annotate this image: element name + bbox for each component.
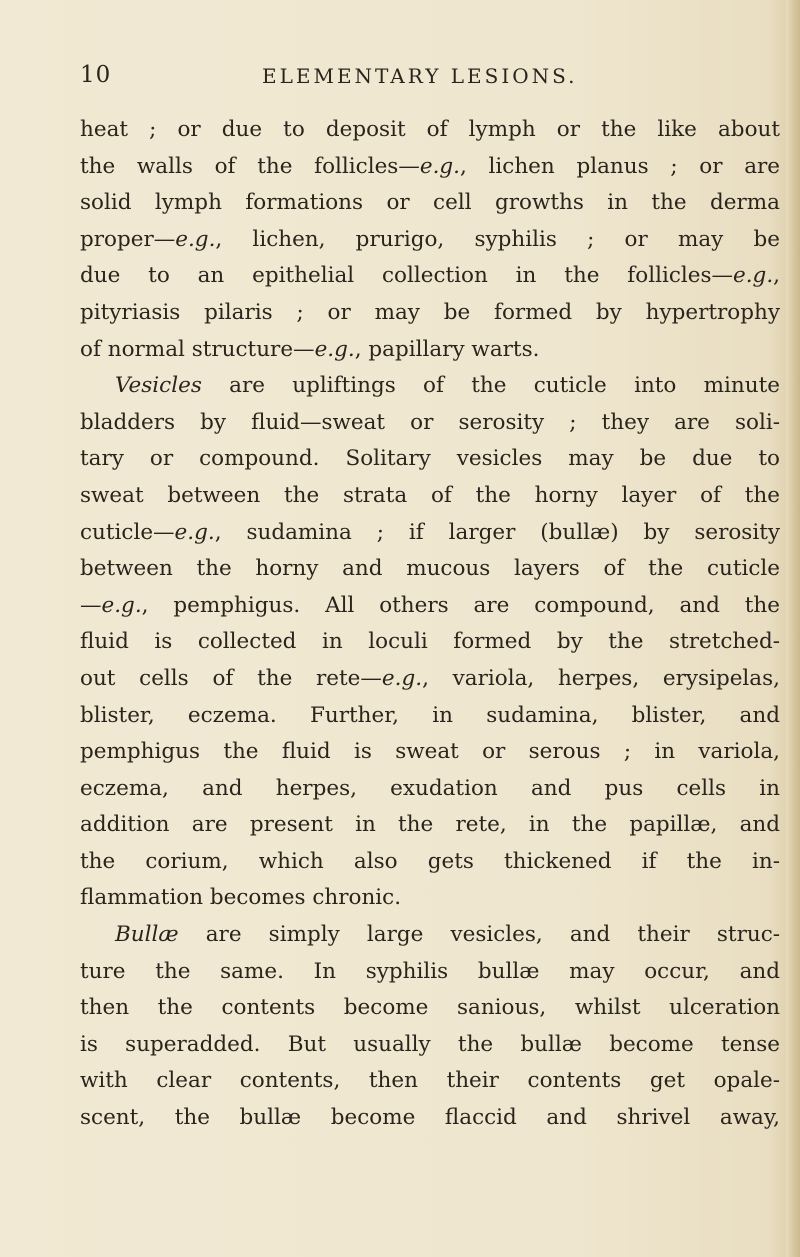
text-line: is superadded. But usually the bullæ become tense [80,1031,780,1057]
italic-term: Vesicles [115,373,202,399]
italic-term: e.g. [314,336,355,362]
italic-term: e.g. [101,592,142,618]
text-line: eczema, and herpes, exudation and pus cells in [80,775,780,801]
italic-term: e.g. [174,519,215,545]
text-line: addition are present in the rete, in the papillæ, and [80,812,780,838]
running-head: ELEMENTARY LESIONS. [262,64,578,88]
text-line: solid lymph formations or cell growths in the derma [80,190,780,216]
italic-term: e.g. [419,153,460,179]
page-edge-shadow [786,0,800,1257]
text-line: pemphigus the fluid is sweat or serous ; in variola, [80,739,780,765]
text-line: —e.g., pemphigus. All others are compound, and the [80,592,780,618]
text-line: the corium, which also gets thickened if the in- [80,848,780,874]
text-line: fluid is collected in loculi formed by the stretched- [80,629,780,655]
body-text [80,112,780,1137]
page-number: 10 [80,62,112,88]
text-line: of normal structure—e.g., papillary warts. [80,336,540,362]
text-line: bladders by fluid—sweat or serosity ; they are soli- [80,409,780,435]
text-line: proper—e.g., lichen, prurigo, syphilis ; or may be [80,226,780,252]
text-line: due to an epithelial collection in the follicles—e.g., [80,263,780,289]
text-line: the walls of the follicles—e.g., lichen planus ; or are [80,153,781,179]
text-line: scent, the bullæ become flaccid and shrivel away, [80,1105,780,1131]
italic-term: e.g. [381,665,423,691]
text-line: Bullæ are simply large vesicles, and their struc- [115,922,780,948]
text-line: pityriasis pilaris ; or may be formed by hypertrophy [80,299,780,325]
text-line: Vesicles are upliftings of the cuticle into minute [115,373,780,399]
text-line: with clear contents, then their contents get opale- [80,1068,780,1094]
page-header [0,62,800,92]
text-line: out cells of the rete—e.g., variola, herpes, erysipelas, [80,665,780,691]
italic-term: e.g. [733,263,774,289]
text-line: cuticle—e.g., sudamina ; if larger (bullæ) by serosity [80,519,780,545]
text-line: flammation becomes chronic. [80,885,402,911]
text-line: then the contents become sanious, whilst ulceration [80,995,780,1021]
text-line: sweat between the strata of the horny layer of the [80,482,780,508]
text-line: blister, eczema. Further, in sudamina, blister, and [80,702,780,728]
italic-term: e.g. [175,226,216,252]
text-line: ture the same. In syphilis bullæ may occur, and [80,958,780,984]
text-line: tary or compound. Solitary vesicles may be due to [80,446,780,472]
text-line: heat ; or due to deposit of lymph or the like about [80,117,780,142]
text-line: between the horny and mucous layers of the cuticle [80,556,780,582]
italic-term: Bullæ [115,922,179,948]
